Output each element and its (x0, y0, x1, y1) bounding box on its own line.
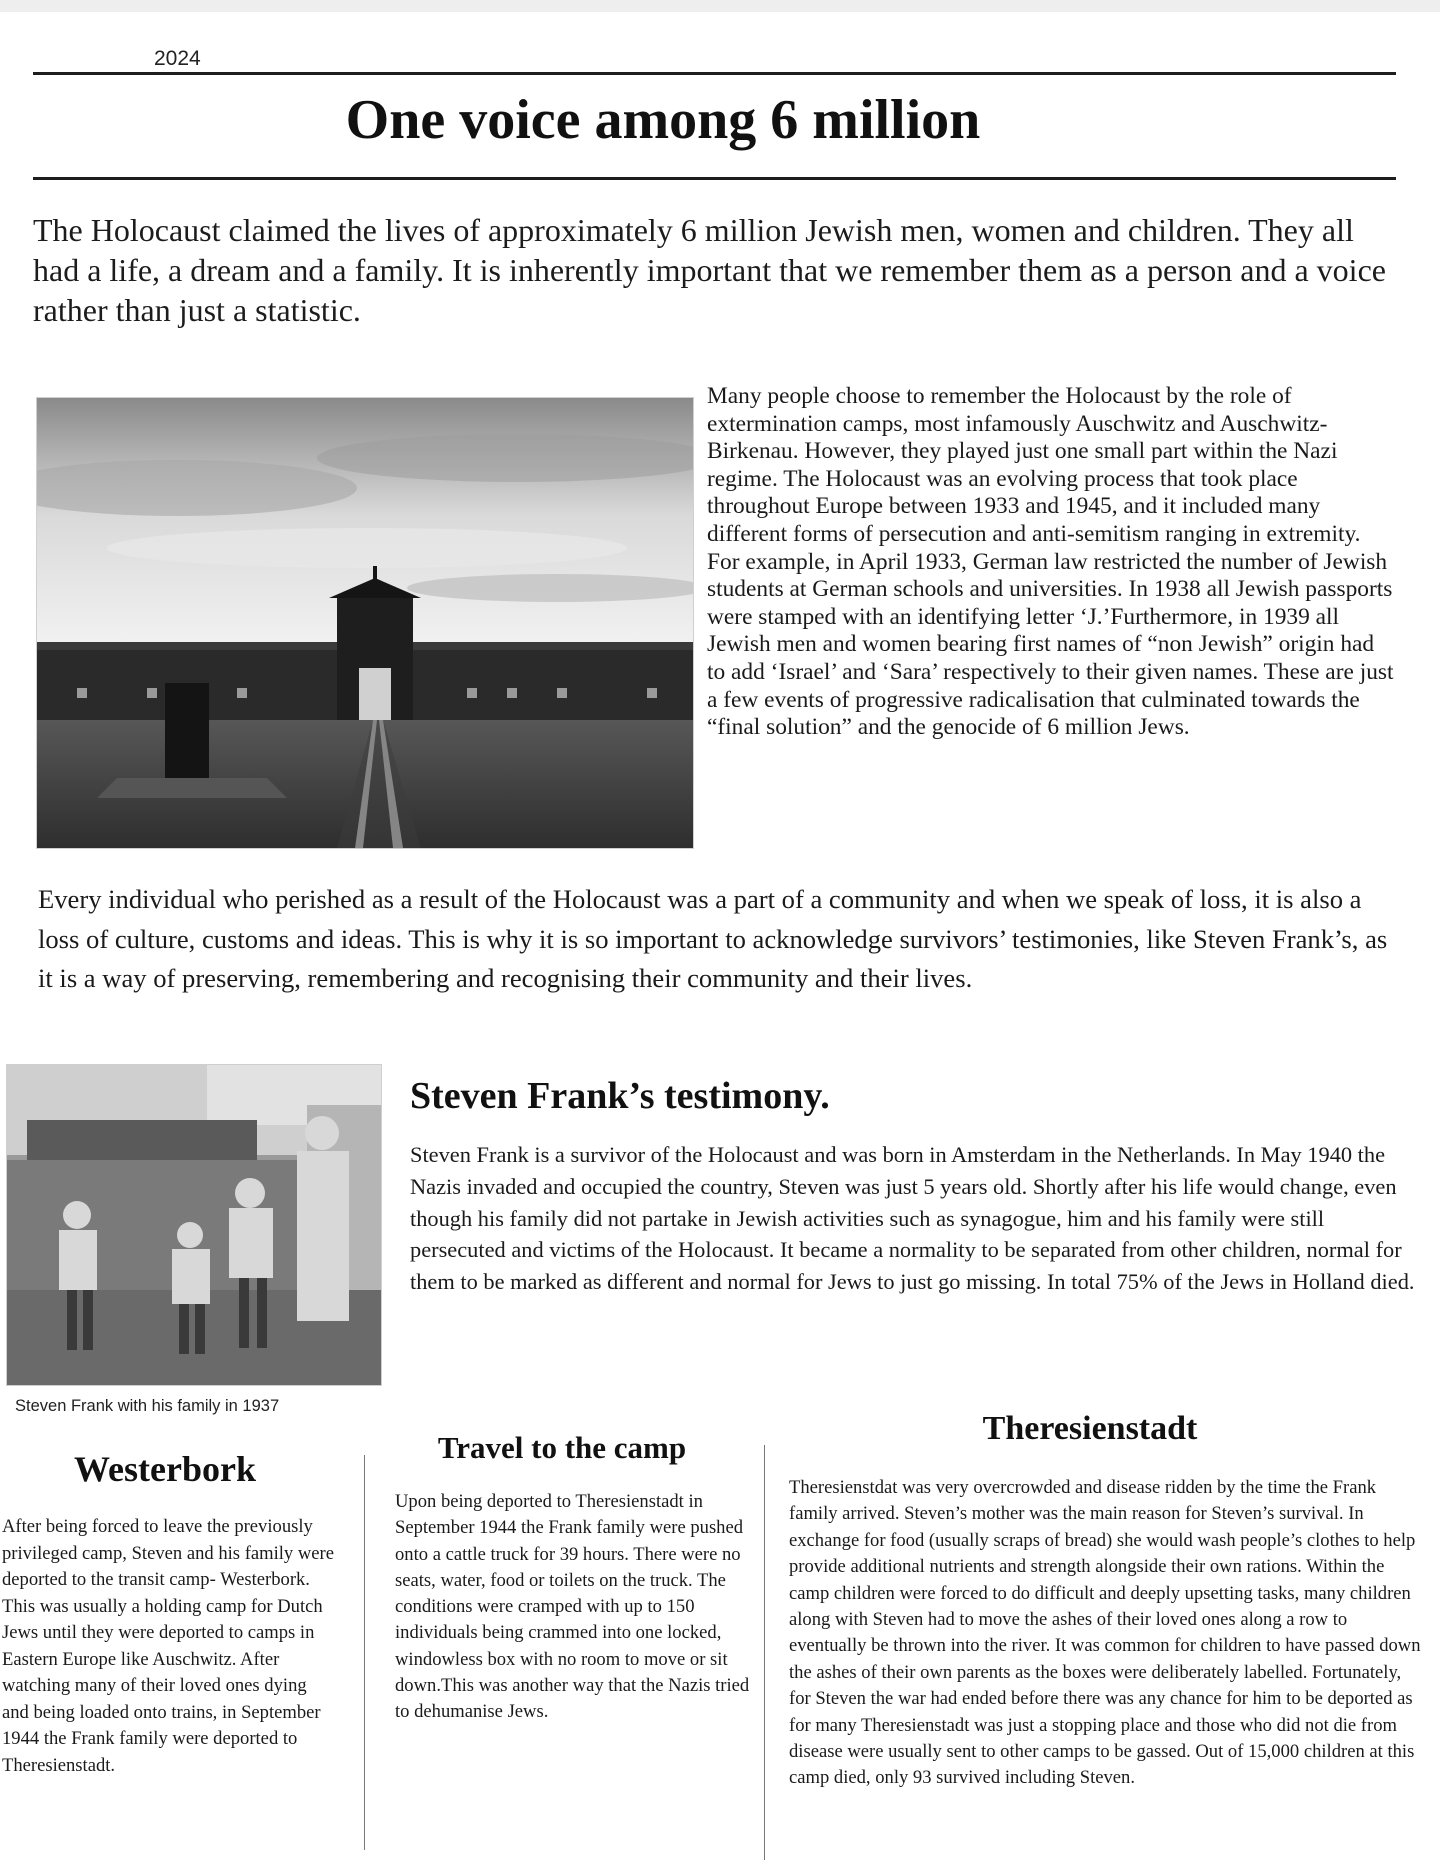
issue-year: 2024 (154, 47, 201, 70)
auschwitz-birkenau-gate-photo (36, 397, 694, 849)
column-divider-left (364, 1455, 365, 1850)
testimony-heading: Steven Frank’s testimony. (410, 1075, 830, 1117)
family-photo-caption: Steven Frank with his family in 1937 (15, 1397, 280, 1415)
westerbork-paragraph: After being forced to leave the previously privileged camp, Steven and his family were deported to the transit camp- Westerbork. This was usually a holding camp for Dutch Jews until they were deported to camps in Eastern Europe like Auschwitz. After watching many of their loved ones dying and being loaded onto trains, in September 1944 the Frank family were deported to Theresienstadt. (2, 1516, 335, 1776)
westerbork-heading: Westerbork (74, 1449, 256, 1489)
theresienstadt-heading: Theresienstadt (982, 1410, 1198, 1447)
camps-history-paragraph: Many people choose to remember the Holocaust by the role of extermination camps, most infamously Auschwitz and Auschwitz-Birkenau. However, they played just one small part within the Nazi regime. The Holocaust was an evolving process that took place throughout Europe between 1933 and 1945, and it included many different forms of persecution and anti-semitism ranging in extremity. For example, in April 1933, German law restricted the number of Jewish students at German schools and universities. In 1938 all Jewish passports were stamped with an identifying letter ‘J.’Furthermore, in 1939 all Jewish men and women bearing first names of “non Jewish” origin had to add ‘Israel’ and ‘Sara’ respectively to their given names. These are just a few events of progressive radicalisation that culminated towards the “final solution” and the genocide of 6 million Jews. (707, 383, 1394, 741)
page-top-strip (0, 0, 1440, 12)
column-divider-right (764, 1445, 765, 1860)
intro-paragraph: The Holocaust claimed the lives of approximately 6 million Jewish men, women and children. They all had a life, a dream and a family. It is inherently important that we remember them as a person and a voice rather than just a statistic. (33, 212, 1386, 328)
title-top-rule (33, 72, 1396, 75)
travel-heading: Travel to the camp (437, 1430, 687, 1465)
page-title: One voice among 6 million (345, 89, 981, 151)
testimony-paragraph: Steven Frank is a survivor of the Holocaust and was born in Amsterdam in the Netherlands. In May 1940 the Nazis invaded and occupied the country, Steven was just 5 years old. Shortly after his life would change, even though his family did not partake in Jewish activities such as synagogue, him and his family were still persecuted and victims of the Holocaust. It became a normality to be separated from other children, normal for them to be marked as different and normal for Jews to just go missing. In total 75% of the Jews in Holland died. (410, 1142, 1415, 1295)
travel-paragraph: Upon being deported to Theresienstadt in September 1944 the Frank family were pushed onto a cattle truck for 39 hours. There were no seats, water, food or toilets on the truck. The conditions were cramped with up to 150 individuals being crammed into one locked, windowless box with no room to move or sit down.This was another way that the Nazis tried to dehumanise Jews. (395, 1491, 750, 1723)
steven-frank-family-photo (6, 1064, 382, 1386)
title-bottom-rule (33, 177, 1396, 180)
community-paragraph: Every individual who perished as a result of the Holocaust was a part of a community and when we speak of loss, it is also a loss of culture, customs and ideas. This is why it is so important to acknowledge survivors’ testimonies, like Steven Frank’s, as it is a way of preserving, remembering and recognising their community and their lives. (38, 884, 1388, 993)
theresienstadt-paragraph: Theresienstdat was very overcrowded and disease ridden by the time the Frank family arrived. Steven’s mother was the main reason for Steven’s survival. In exchange for food (usually scraps of bread) she would wash people’s clothes to help provide additional nutrients and strength alongside their own rations. Within the camp children were forced to do difficult and deeply upsetting tasks, many children along with Steven had to move the ashes of their loved ones along a row to eventually be thrown into the river. It was common for children to have passed down the ashes of their own parents as the boxes were deliberately labelled. Fortunately, for Steven the war had ended before there was any chance for him to be deported as for many Theresienstadt was just a stopping place and those who did not die from disease were usually sent to other camps to be gassed. Out of 15,000 children at this camp died, only 93 survived including Steven. (789, 1477, 1421, 1789)
